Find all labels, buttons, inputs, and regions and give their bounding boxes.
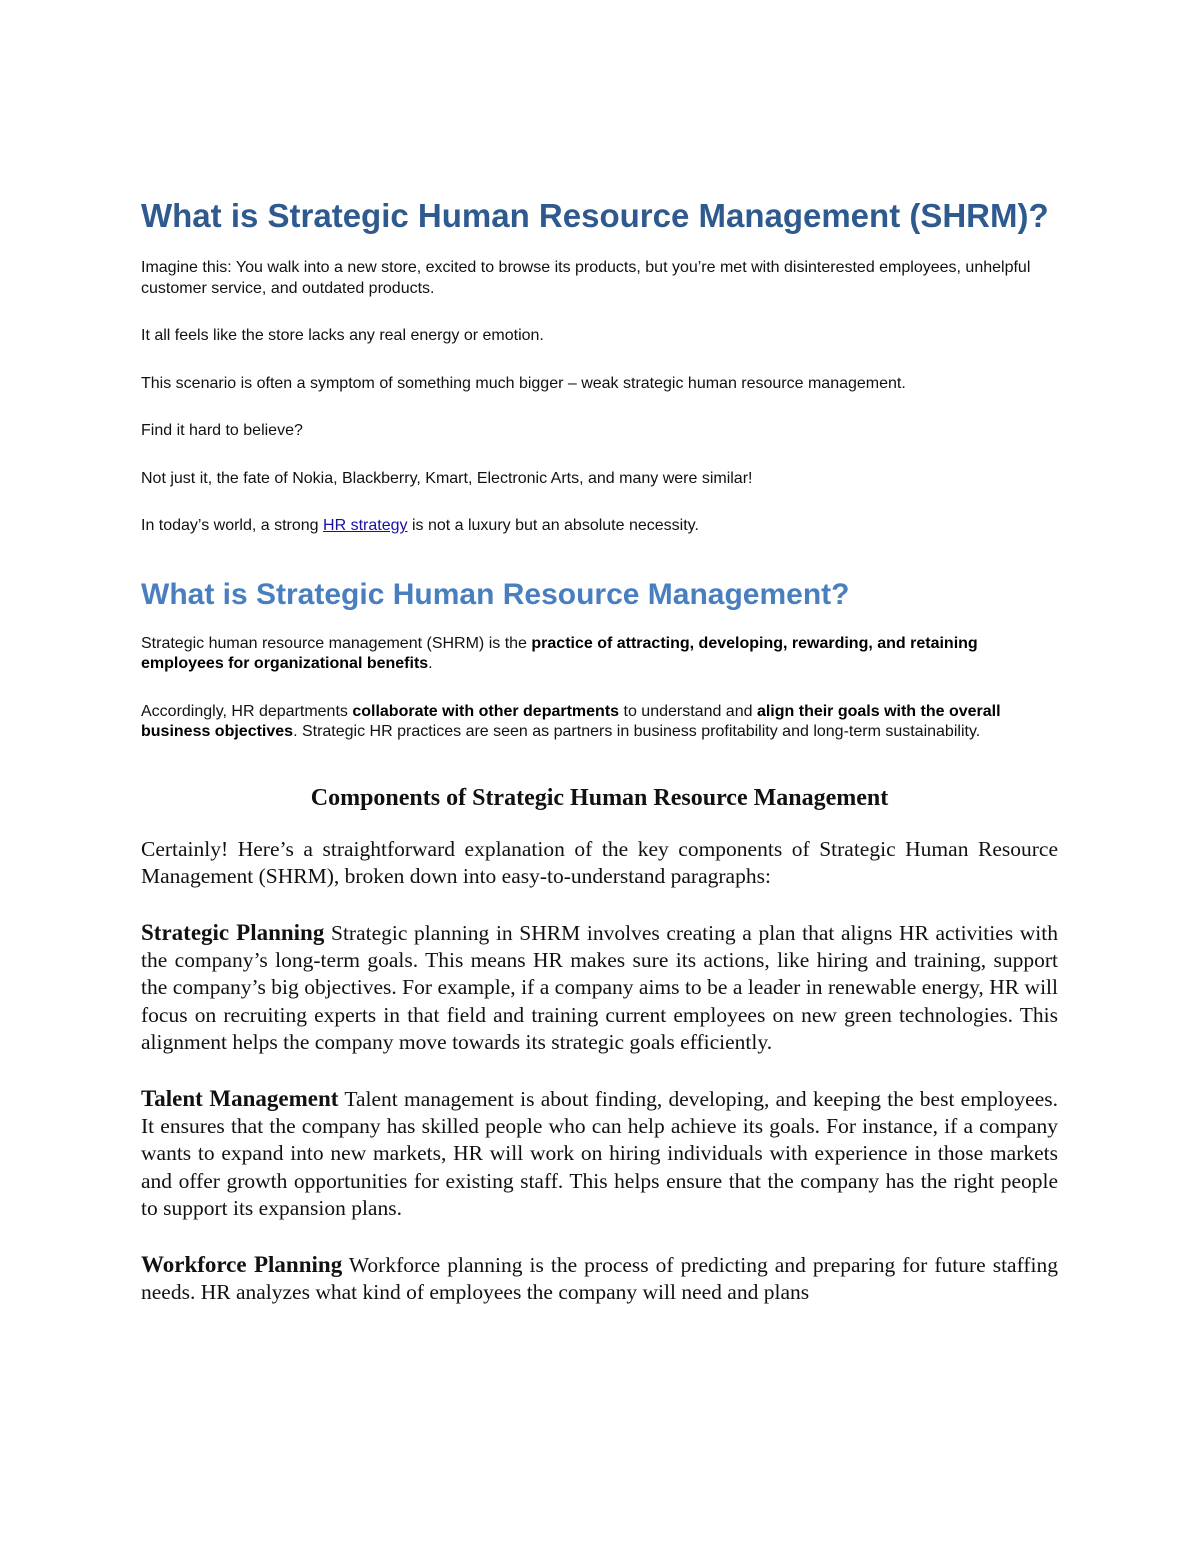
intro-paragraph-3: This scenario is often a symptom of something much bigger – weak strategic human resource management.: [141, 374, 906, 392]
component-description: Talent management is about finding, developing, and keeping the best employees. It ensures that the company has skilled people who can help achieve its goals. For instance, if a company wants to expand into new markets, HR will work on hiring individuals with experience in those markets and offer growth opportunities for existing staff. This helps ensure that the company has the right people to support its expansion plans.: [141, 1086, 1058, 1220]
component-description: Strategic planning in SHRM involves creating a plan that aligns HR activities with the company’s long-term goals. This means HR makes sure its actions, like hiring and training, support the company’s big objectives. For example, if a company aims to be a leader in renewable energy, HR will focus on recruiting experts in that field and training current employees on new green technologies. This alignment helps the company move towards its strategic goals efficiently.: [141, 920, 1058, 1054]
definition-paragraph: [141, 634, 1058, 675]
components-intro: Certainly! Here’s a straightforward explanation of the key components of Strategic Human Resource Management (SHRM), broken down into easy-to-understand paragraphs:: [141, 836, 1058, 888]
intro-paragraph-2: It all feels like the store lacks any real energy or emotion.: [141, 327, 544, 344]
alignment-paragraph: [141, 702, 1058, 743]
section-heading-components: Components of Strategic Human Resource Management: [310, 784, 889, 811]
intro-paragraph-1: Imagine this: You walk into a new store, excited to browse its products, but you’re met with disinterested employees, unhelpful customer service, and outdated products.: [141, 259, 1031, 297]
document-body: [141, 192, 1058, 1335]
section-heading-what-is-shrm: What is Strategic Human Resource Management?: [141, 577, 850, 611]
component-title: Strategic Planning: [141, 919, 325, 945]
alignment-text-a: Accordingly, HR departments: [141, 702, 353, 720]
page-title: What is Strategic Human Resource Management (SHRM)?: [141, 197, 1049, 234]
definition-bold: practice of attracting, developing, rewarding, and retaining employees for organizational benefits: [141, 634, 978, 672]
alignment-bold-collaborate: collaborate with other departments: [352, 702, 620, 720]
component-workforce-planning: [141, 1251, 1058, 1306]
intro-paragraph-4: Find it hard to believe?: [141, 422, 303, 439]
intro-paragraph-6-text-after: is not a luxury but an absolute necessity.: [407, 517, 699, 534]
alignment-bold-align: align their goals with the overall business objectives: [141, 702, 1001, 740]
alignment-text-c: to understand and: [619, 702, 757, 720]
definition-text-c: .: [428, 655, 433, 672]
component-talent-management: [141, 1085, 1058, 1222]
definition-text-a: Strategic human resource management (SHRM) is the: [141, 634, 532, 652]
intro-paragraph-5: Not just it, the fate of Nokia, Blackberry, Kmart, Electronic Arts, and many were similar!: [141, 469, 753, 487]
intro-paragraph-6: [141, 516, 1058, 537]
component-description: Workforce planning is the process of predicting and preparing for future staffing needs. HR analyzes what kind of employees the company will need and plans: [141, 1252, 1058, 1305]
component-strategic-planning: [141, 919, 1058, 1056]
component-title: Workforce Planning: [141, 1251, 343, 1277]
intro-paragraph-6-text-before: In today’s world, a strong: [141, 517, 324, 534]
alignment-text-e: . Strategic HR practices are seen as partners in business profitability and long-term sustainability.: [293, 723, 981, 740]
component-title: Talent Management: [141, 1085, 339, 1111]
hr-strategy-link[interactable]: HR strategy: [323, 517, 408, 534]
